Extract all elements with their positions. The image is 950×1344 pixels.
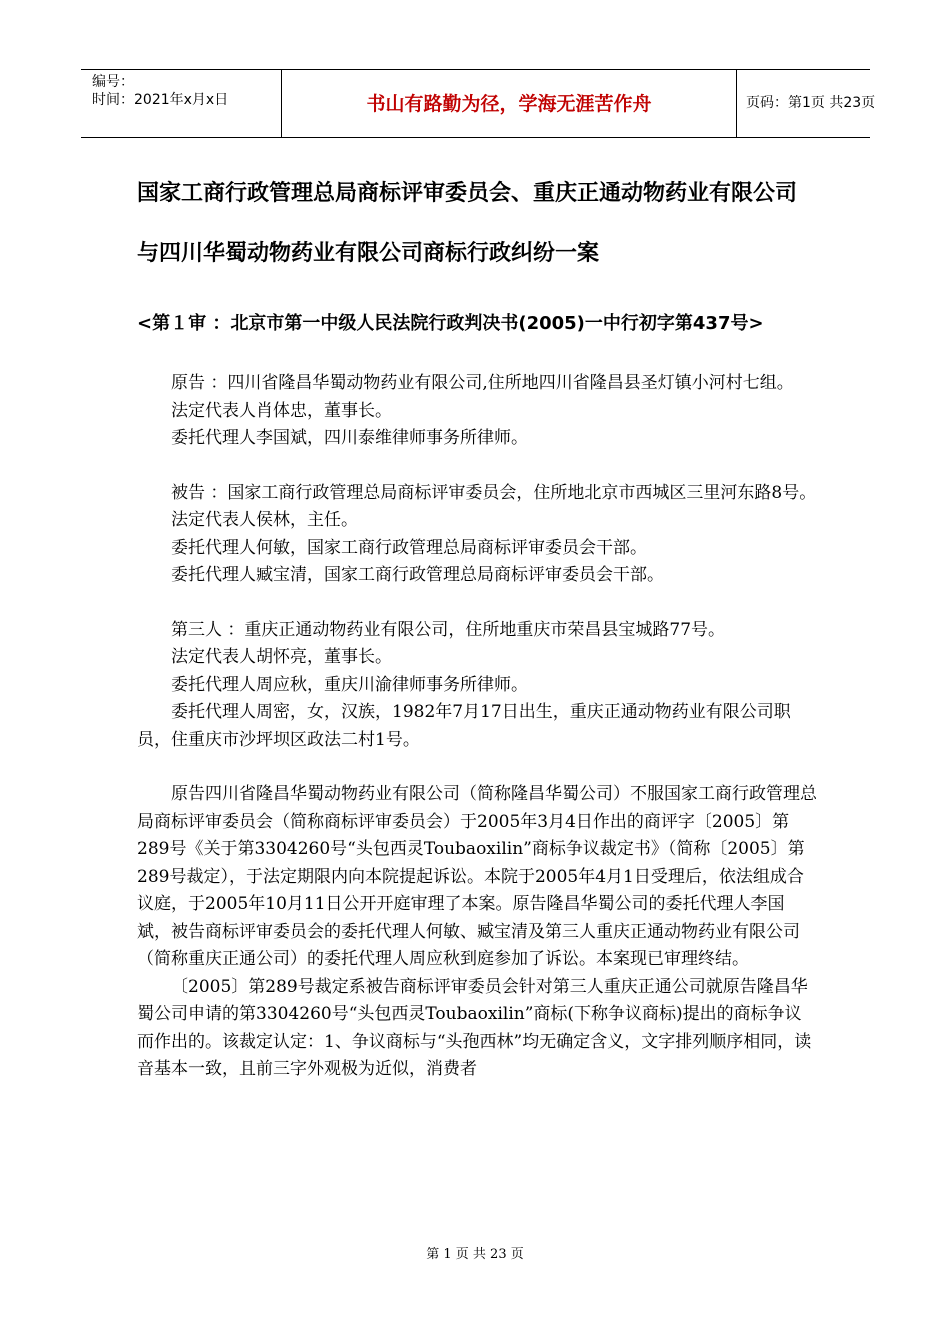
header-meta-cell — [81, 70, 281, 137]
page-footer: 第 1 页 共 23 页 — [426, 1247, 524, 1262]
document-title-line1: 国家工商行政管理总局商标评审委员会、重庆正通动物药业有限公司 — [137, 181, 798, 206]
paragraph: 法定代表人胡怀亮，董事长。 — [171, 647, 392, 667]
header-page-number: 页码：第1页 共23页 — [746, 95, 876, 111]
header-motto: 书山有路勤为径，学海无涯苦作舟 — [366, 93, 652, 115]
defendant-section — [137, 480, 817, 590]
header-motto-cell — [281, 70, 737, 137]
document-number-label: 编号： — [92, 74, 134, 90]
document-time-label: 时间：2021年x月x日 — [92, 92, 229, 108]
paragraph: 委托代理人何敏，国家工商行政管理总局商标评审委员会干部。 — [171, 537, 647, 558]
page-header — [81, 69, 876, 138]
paragraph: 法定代表人侯林，主任。 — [171, 510, 358, 530]
paragraph: 〔2005〕第289号裁定系被告商标评审委员会针对第三人重庆正通公司就原告隆昌华蜀公司申请的第3304260号“头包西灵Toubaoxilin”商标(下称争议商标)提出的商标争议而作出的。该裁定认定：1、争议商标与“头孢西林”均无确定含义，文字排列顺序相同，读音基本一致，且前三字外观极为近似，消费者 — [137, 976, 812, 1079]
document-title-line2: 与四川华蜀动物药业有限公司商标行政纠纷一案 — [137, 241, 600, 266]
paragraph: 委托代理人周密，女，汉族，1982年7月17日出生，重庆正通动物药业有限公司职员，住重庆市沙坪坝区政法二村1号。 — [137, 702, 791, 750]
header-page-cell — [737, 70, 876, 137]
section-spacer — [137, 754, 817, 781]
case-section — [137, 781, 817, 1084]
paragraph: 第三人 ：重庆正通动物药业有限公司，住所地重庆市荣昌县宝城路77号。 — [171, 619, 726, 640]
section-spacer — [137, 590, 817, 617]
case-reference: <第１审 ：北京市第一中级人民法院行政判决书(2005)一中行初字第437号> — [137, 313, 764, 334]
paragraph: 原告 ：四川省隆昌华蜀动物药业有限公司,住所地四川省隆昌县圣灯镇小河村七组。 — [171, 373, 794, 393]
document-body — [137, 370, 817, 1084]
paragraph: 委托代理人周应秋，重庆川渝律师事务所律师。 — [171, 674, 528, 695]
paragraph: 原告四川省隆昌华蜀动物药业有限公司（简称隆昌华蜀公司）不服国家工商行政管理总局商标评审委员会（简称商标评审委员会）于2005年3月4日作出的商评字〔2005〕第289号《关于第3304260号“头包西灵Toubaoxilin”商标争议裁定书》（简称〔2005〕第289号裁定），于法定期限内向本院提起诉讼。本院于2005年4月1日受理后，依法组成合议庭，于2005年10月11日公开开庭审理了本案。原告隆昌华蜀公司的委托代理人李国斌，被告商标评审委员会的委托代理人何敏、臧宝清及第三人重庆正通动物药业有限公司（简称重庆正通公司）的委托代理人周应秋到庭参加了诉讼。本案现已审理终结。 — [137, 784, 817, 969]
paragraph: 法定代表人肖体忠，董事长。 — [171, 400, 392, 421]
third-party-section — [137, 617, 817, 755]
plaintiff-section — [137, 370, 817, 453]
paragraph: 被告 ：国家工商行政管理总局商标评审委员会，住所地北京市西城区三里河东路8号。 — [171, 482, 817, 503]
paragraph: 委托代理人臧宝清，国家工商行政管理总局商标评审委员会干部。 — [171, 565, 664, 585]
paragraph: 委托代理人李国斌，四川泰维律师事务所律师。 — [171, 428, 528, 448]
section-spacer — [137, 453, 817, 480]
